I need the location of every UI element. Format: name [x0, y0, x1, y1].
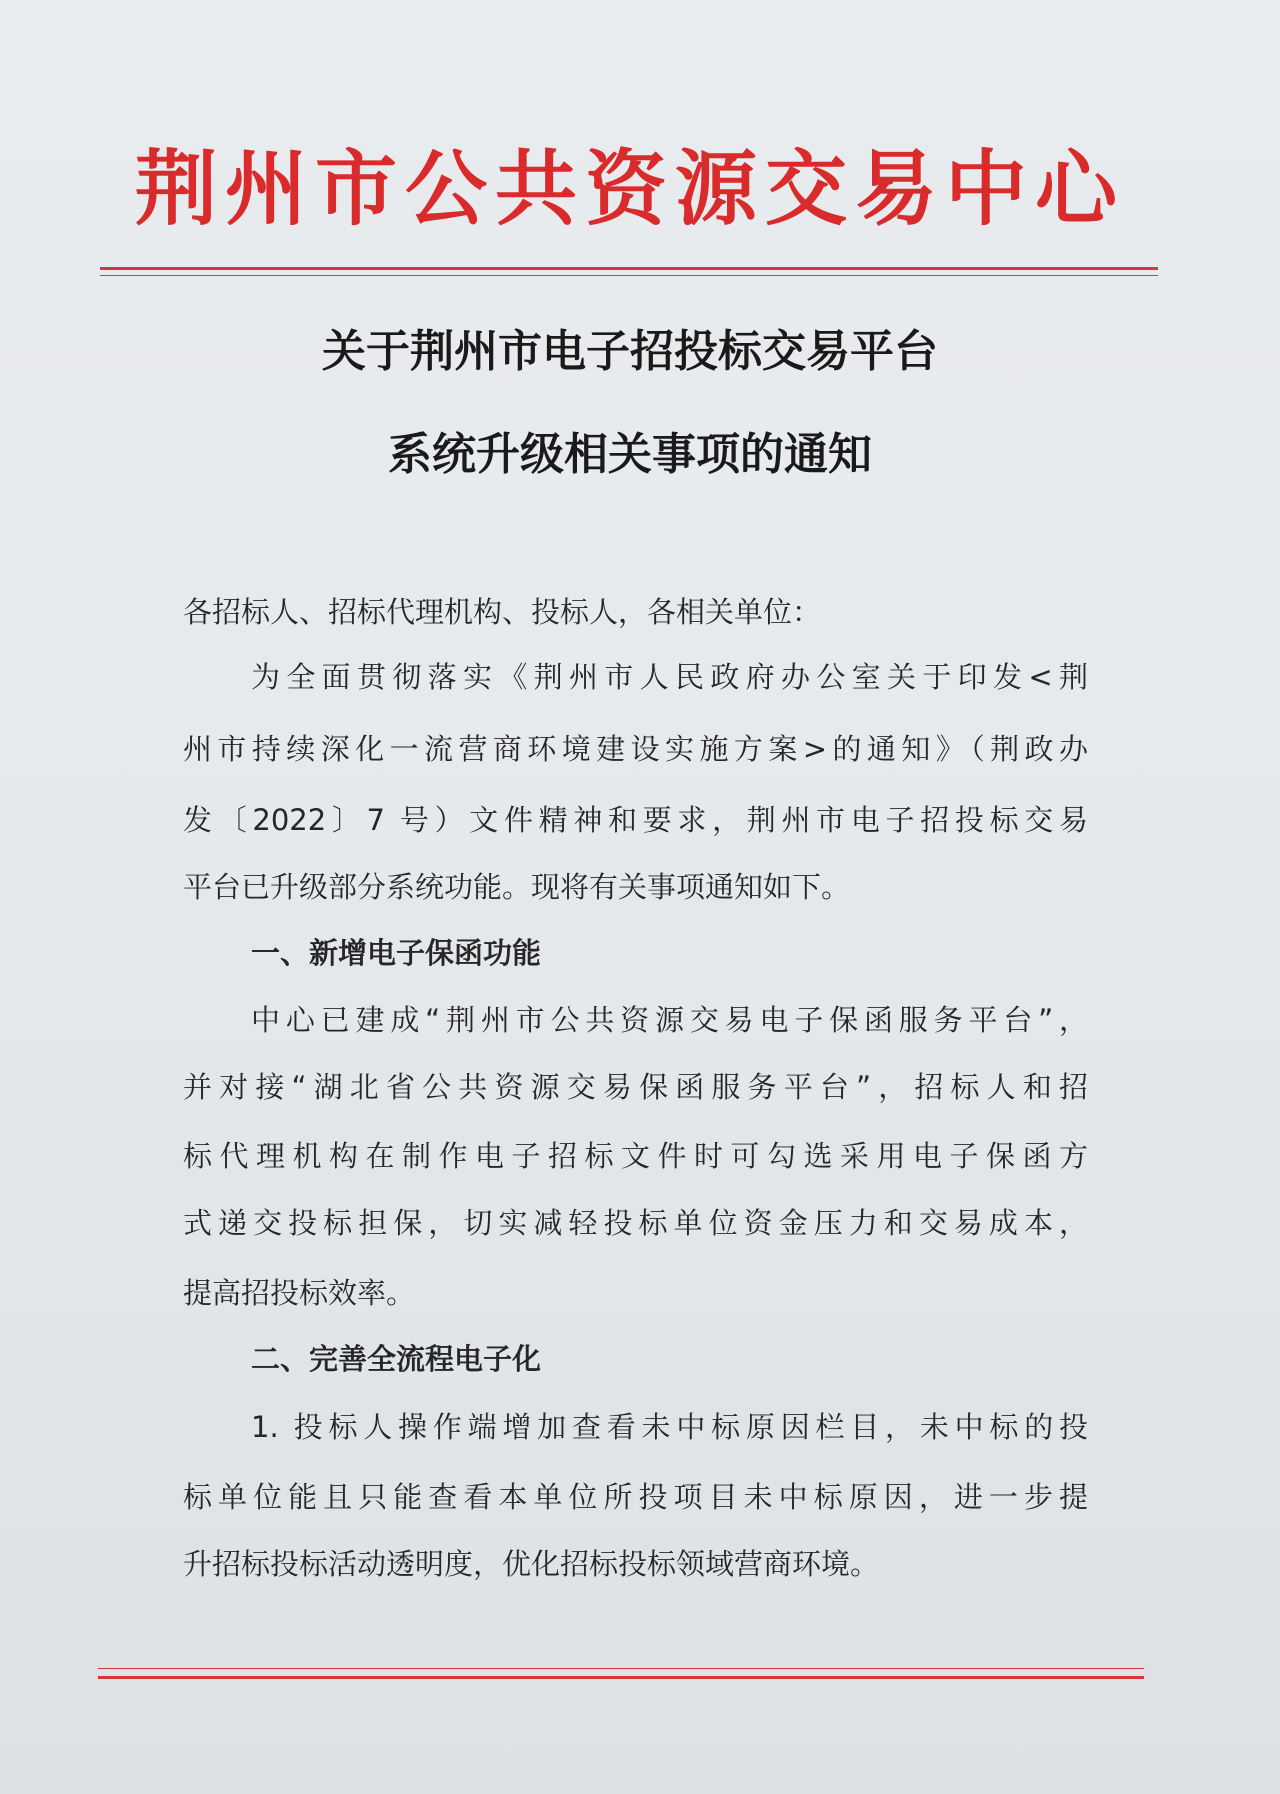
intro-line-4: 平台已升级部分系统功能。现将有关事项通知如下。 — [183, 870, 851, 904]
letterhead-rule-thin — [100, 275, 1158, 276]
section-2-line-3: 升招标投标活动透明度，优化招标投标领域营商环境。 — [183, 1547, 880, 1581]
intro-line-1: 为全面贯彻落实《荆州市人民政府办公室关于印发<荆 — [251, 660, 1088, 694]
salutation: 各招标人、招标代理机构、投标人，各相关单位： — [183, 595, 822, 629]
section-2-line-1: 1. 投标人操作端增加查看未中标原因栏目，未中标的投 — [251, 1410, 1088, 1444]
intro-line-3: 发〔2022〕7 号）文件精神和要求，荆州市电子招投标交易 — [183, 803, 1088, 837]
section-1-line-2: 并对接“湖北省公共资源交易保函服务平台”，招标人和招 — [183, 1070, 1088, 1104]
letterhead-title: 荆州市公共资源交易中心 — [134, 141, 1125, 237]
section-2-heading: 二、完善全流程电子化 — [251, 1342, 542, 1376]
section-1-heading: 一、新增电子保函功能 — [251, 936, 542, 970]
notice-title-line-2: 系统升级相关事项的通知 — [388, 429, 872, 480]
section-1-line-1: 中心已建成“荆州市公共资源交易电子保函服务平台”， — [251, 1003, 1088, 1037]
footer-rule-thick — [98, 1676, 1144, 1679]
section-1-line-3: 标代理机构在制作电子招标文件时可勾选采用电子保函方 — [183, 1139, 1088, 1173]
letterhead-rule-thick — [100, 267, 1158, 270]
section-1-line-5: 提高招投标效率。 — [183, 1276, 416, 1310]
section-2-line-2: 标单位能且只能查看本单位所投项目未中标原因，进一步提 — [183, 1480, 1088, 1514]
notice-title-line-1: 关于荆州市电子招投标交易平台 — [322, 326, 938, 377]
footer-rule-thin — [98, 1668, 1144, 1669]
intro-line-2: 州市持续深化一流营商环境建设实施方案>的通知》（荆政办 — [183, 732, 1088, 766]
section-1-line-4: 式递交投标担保，切实减轻投标单位资金压力和交易成本， — [183, 1206, 1088, 1240]
